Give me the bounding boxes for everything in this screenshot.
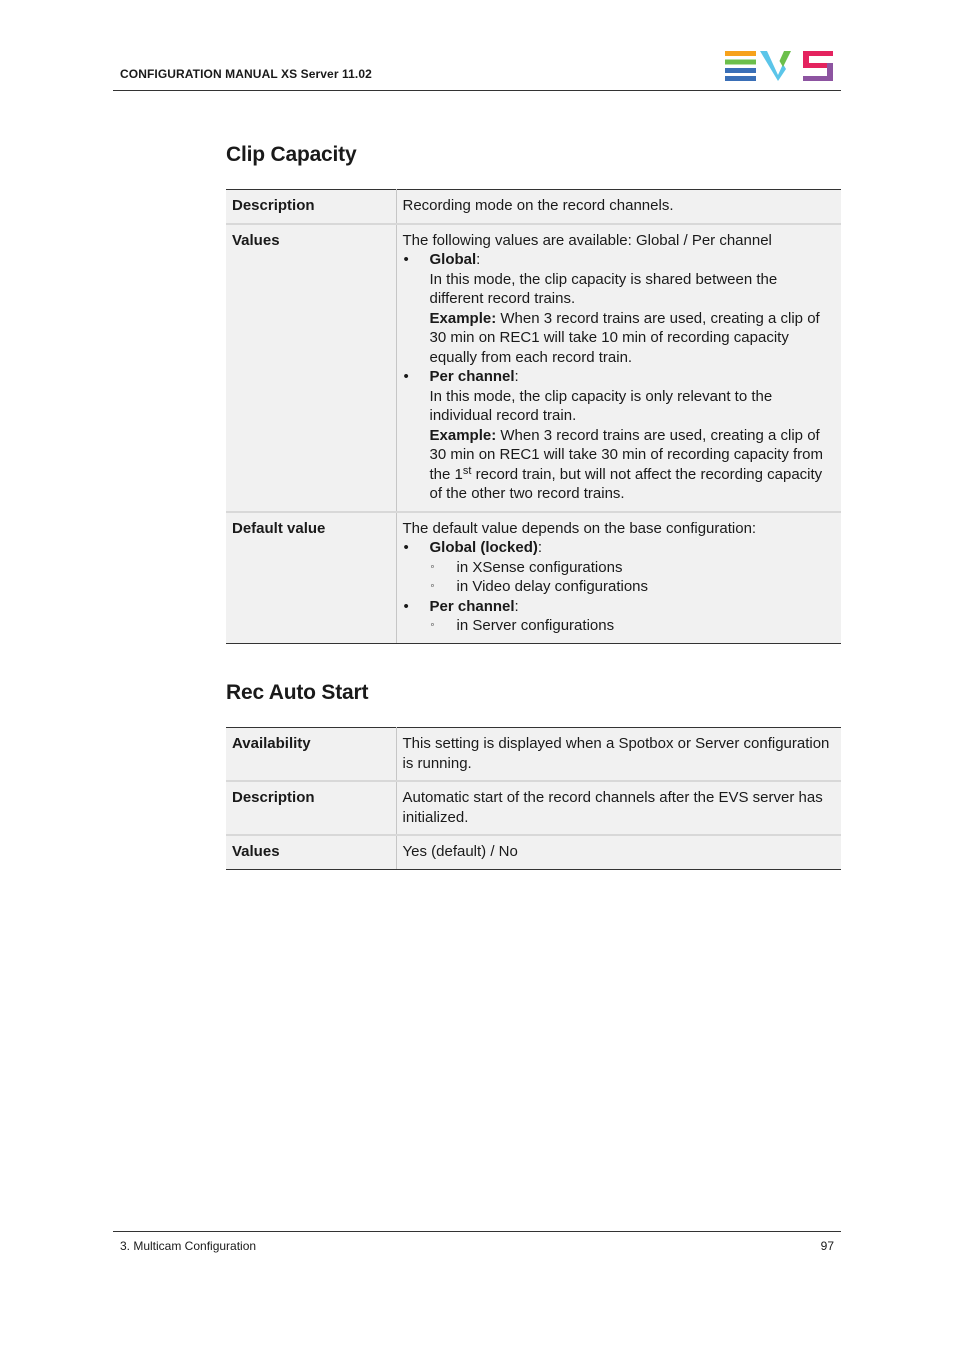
row-key: Availability	[226, 728, 396, 782]
page-footer	[113, 1231, 841, 1253]
table-row	[226, 728, 841, 782]
section-title-rec-auto-start: Rec Auto Start	[226, 681, 369, 704]
row-key: Default value	[226, 512, 396, 644]
manual-title: CONFIGURATION MANUAL XS Server 11.02	[120, 67, 372, 81]
row-key: Description	[226, 781, 396, 835]
row-value: Yes (default) / No	[396, 835, 841, 869]
rec-auto-start-table	[226, 727, 841, 870]
table-row	[226, 781, 841, 835]
values-list	[403, 250, 836, 504]
row-value	[396, 224, 841, 512]
sub-list-item: ◦ in Server configurations	[430, 616, 836, 636]
clip-capacity-table	[226, 189, 841, 644]
default-list	[403, 538, 836, 636]
values-intro: The following values are available: Global / Per channel	[402, 231, 772, 249]
table-row	[226, 512, 841, 644]
page-number: 97	[820, 1239, 834, 1253]
sub-list	[430, 558, 836, 597]
table-row	[226, 835, 841, 869]
list-item-global-locked: • Global (locked): ◦ in XSense configurations ◦ in Video delay configurations	[403, 538, 836, 597]
row-key: Description	[226, 190, 396, 224]
list-item-per-channel: • Per channel: ◦ in Server configurations	[403, 597, 836, 636]
option-example: Example: When 3 record trains are used, creating a clip of 30 min on REC1 will take 10 min of recording capacity equally from each record train.	[429, 309, 820, 366]
option-description: In this mode, the clip capacity is only relevant to the individual record train.	[429, 387, 773, 424]
row-value	[396, 512, 841, 644]
table-row	[226, 224, 841, 512]
row-value: Recording mode on the record channels.	[396, 190, 841, 224]
option-example: Example: When 3 record trains are used, creating a clip of 30 min on REC1 will take 30 min of recording capacity from the 1st record train, but will not affect the recording capacity of the other two record trains.	[429, 426, 824, 502]
option-label: Global (locked)	[429, 539, 538, 556]
chapter-label: 3. Multicam Configuration	[120, 1239, 257, 1253]
option-label: Per channel	[429, 597, 515, 615]
row-value: Automatic start of the record channels after the EVS server has initialized.	[396, 781, 841, 835]
list-item-per-channel: • Per channel: In this mode, the clip capacity is only relevant to the individual record train. Example: When 3 record trains are used, creating a clip of 30 min on REC1 will take 30 min of recording capacity from the 1st record train, but will not affect the recording capacity of the other two record trains.	[403, 367, 836, 504]
page-header	[113, 44, 841, 91]
row-key: Values	[226, 835, 396, 869]
evs-logo	[725, 51, 835, 81]
sub-list-item: ◦ in Video delay configurations	[430, 577, 836, 597]
option-label: Global	[429, 251, 477, 268]
sub-list-item: ◦ in XSense configurations	[430, 558, 836, 578]
list-item-global: • Global: In this mode, the clip capacity is shared between the different record trains. Example: When 3 record trains are used, creating a clip of 30 min on REC1 will take 10 min of recording capacity equally from each record train.	[403, 250, 836, 367]
table-row	[226, 190, 841, 224]
row-key: Values	[226, 224, 396, 512]
section-title-clip-capacity: Clip Capacity	[226, 143, 357, 166]
default-intro: The default value depends on the base configuration:	[402, 519, 757, 537]
option-description: In this mode, the clip capacity is shared between the different record trains.	[429, 270, 778, 307]
option-label: Per channel	[429, 368, 515, 385]
row-value: This setting is displayed when a Spotbox or Server configuration is running.	[396, 728, 841, 782]
sub-list	[430, 616, 836, 636]
